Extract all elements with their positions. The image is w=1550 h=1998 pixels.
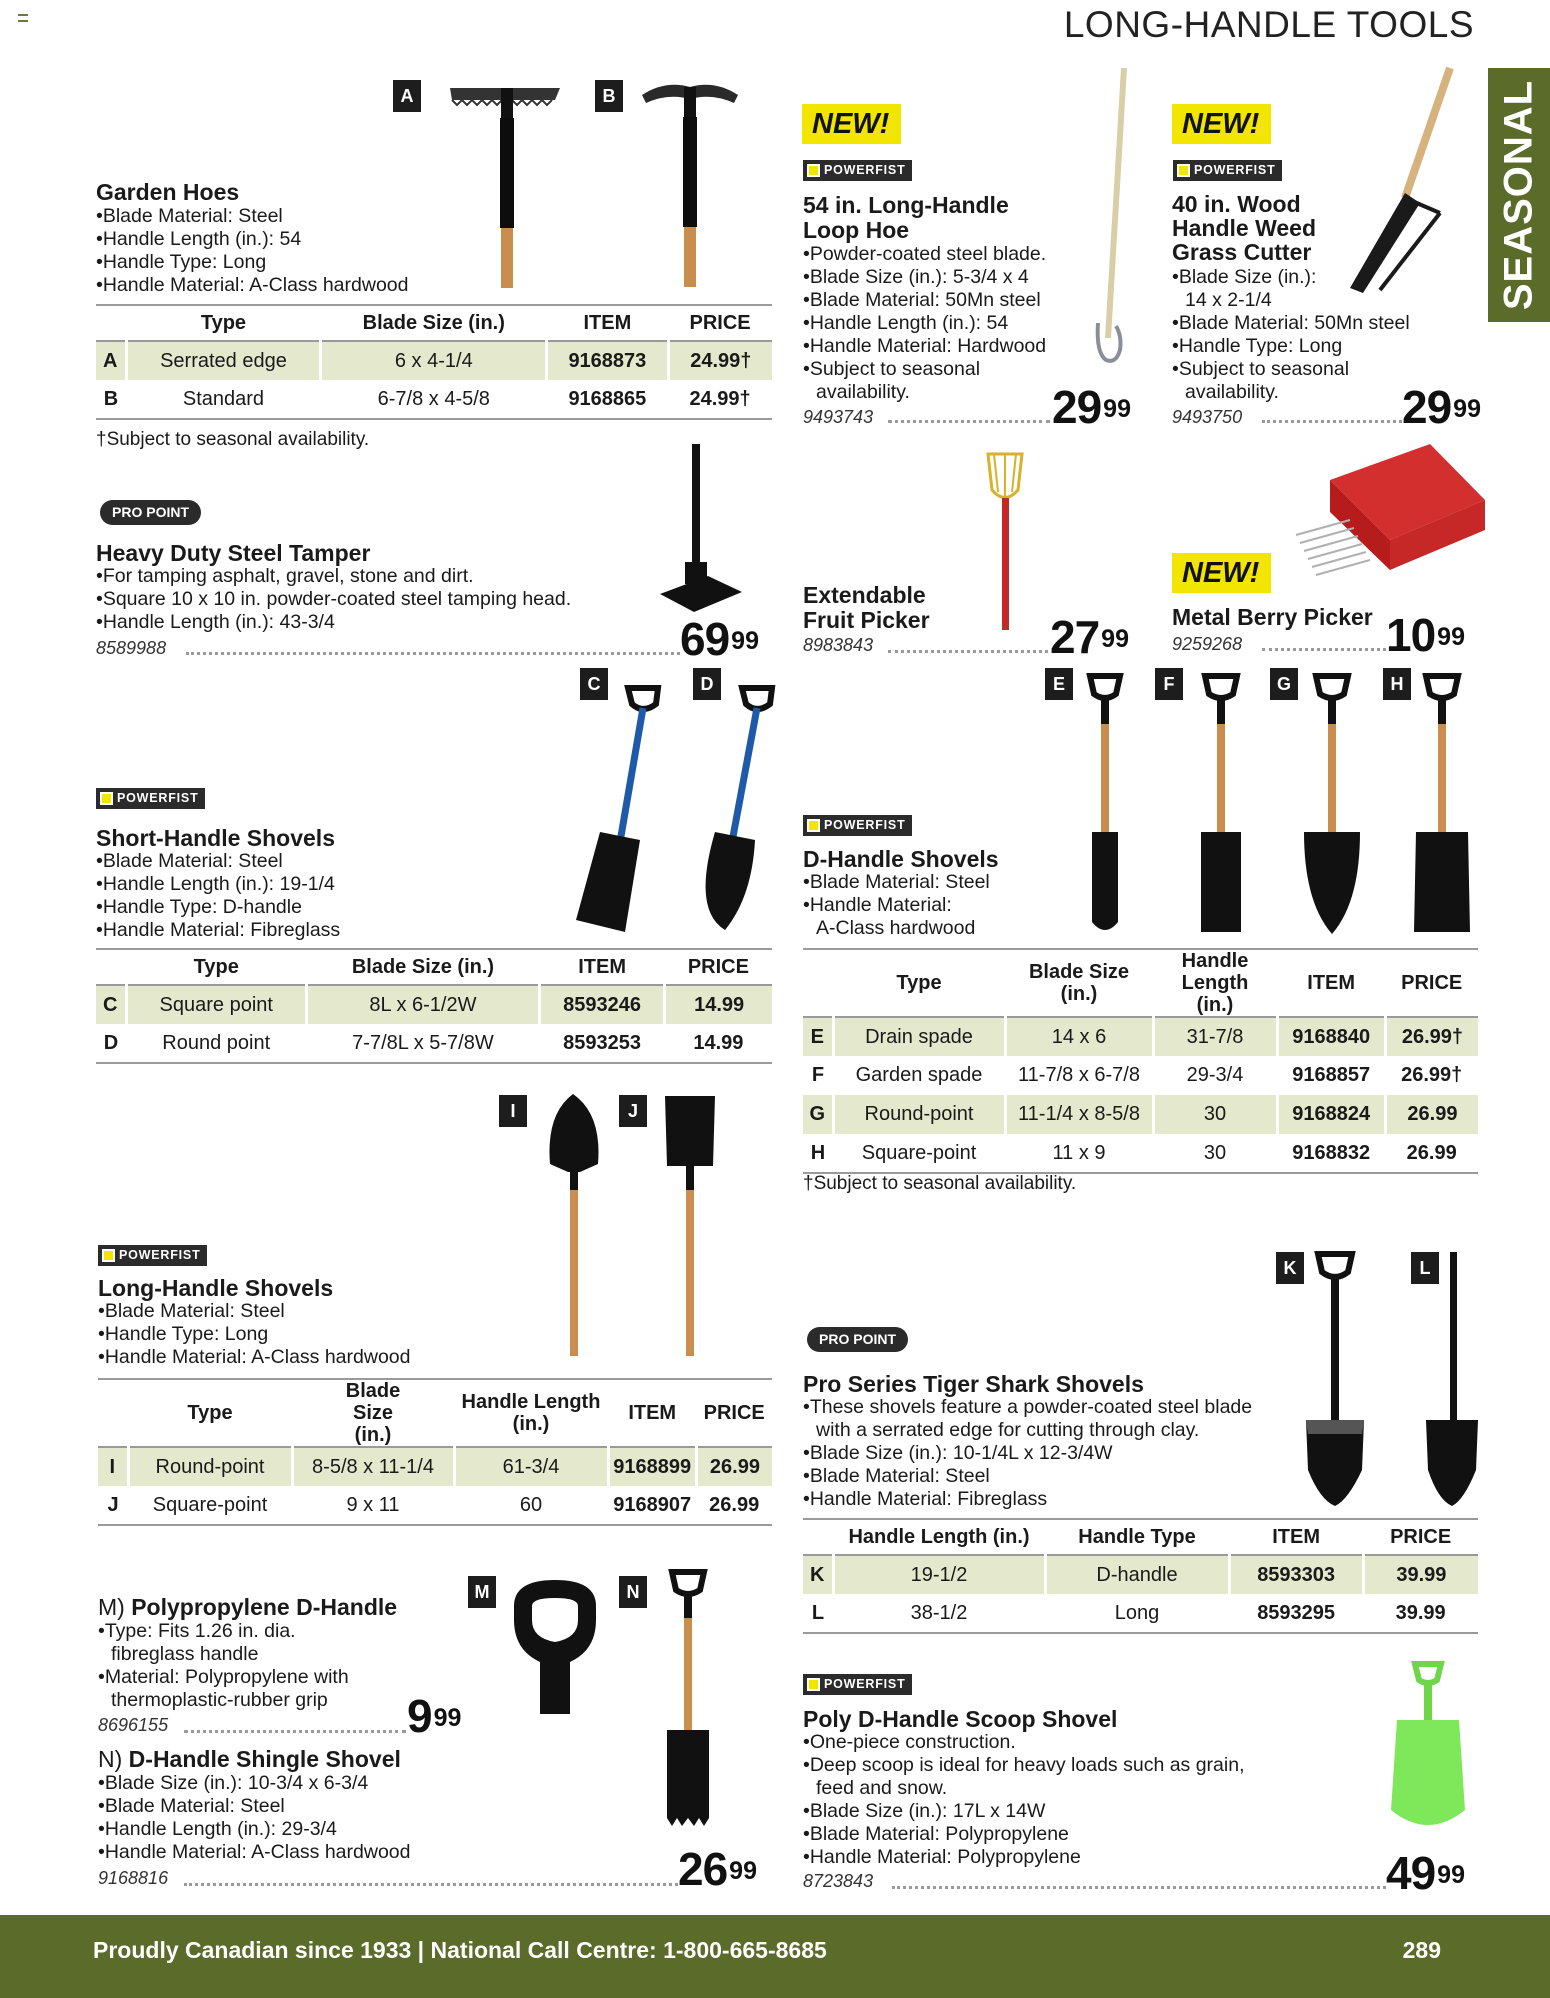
spec-line: •Handle Material: A-Class hardwood	[98, 1841, 411, 1863]
product-letter-b: B	[595, 80, 623, 112]
poly-handle-specs	[98, 1620, 349, 1712]
tiger-shark-title: Pro Series Tiger Shark Shovels	[803, 1371, 1144, 1397]
spec-line: •Blade Material: 50Mn steel	[1172, 312, 1410, 334]
col-item: ITEM	[539, 949, 664, 985]
product-letter-d: D	[693, 668, 721, 700]
price-cents: 99	[433, 1704, 462, 1732]
spec-line: •Handle Type: Long	[98, 1323, 269, 1345]
price-cents: 99	[1101, 625, 1129, 653]
row-key: B	[96, 380, 126, 419]
short-shovels-title: Short-Handle Shovels	[96, 825, 335, 851]
row-type: Square-point	[128, 1486, 292, 1525]
loop-hoe-specs	[803, 243, 1046, 404]
powerfist-mark-icon	[1177, 164, 1190, 177]
row-length: 38-1/2	[833, 1594, 1045, 1633]
col-item: ITEM	[547, 305, 668, 341]
spec-line: •Deep scoop is ideal for heavy loads such as grain,	[803, 1754, 1245, 1776]
title-text: D-Handle Shingle Shovel	[128, 1746, 401, 1772]
short-shovel-d-image	[680, 682, 780, 932]
title-line: Loop Hoe	[803, 217, 910, 243]
row-price: 24.99†	[668, 341, 772, 380]
spec-line: •These shovels feature a powder-coated steel blade	[803, 1396, 1253, 1418]
row-handle: 30	[1153, 1134, 1277, 1173]
page-title: LONG-HANDLE TOOLS	[1063, 4, 1474, 45]
spec-line: •Blade Material: Steel	[98, 1300, 285, 1322]
row-item: 9168907	[608, 1486, 696, 1525]
brand-name: POWERFIST	[824, 818, 906, 832]
row-item: 9168865	[547, 380, 668, 419]
weed-cutter-sku: 9493750	[1172, 407, 1243, 427]
poly-handle-sku: 8696155	[98, 1715, 169, 1735]
row-item: 9168840	[1277, 1017, 1385, 1056]
spec-line: availability.	[1185, 381, 1279, 403]
scoop-shovel-sku: 8723843	[803, 1871, 874, 1891]
brand-name: POWERFIST	[117, 791, 199, 805]
row-item: 9168824	[1277, 1095, 1385, 1134]
poly-handle-title	[98, 1595, 397, 1619]
row-price: 14.99	[665, 985, 772, 1024]
weed-cutter-specs	[1172, 266, 1410, 404]
short-shovel-c-image	[570, 682, 670, 932]
leader-dots	[1262, 648, 1386, 651]
title-line: Fruit Picker	[803, 607, 930, 633]
spec-line: •Blade Material: Steel	[803, 1465, 990, 1487]
price-dollars: 10	[1386, 609, 1436, 661]
spec-line: •Blade Size (in.):	[1172, 266, 1317, 288]
table-row	[96, 380, 772, 419]
row-price: 26.99	[1385, 1134, 1478, 1173]
table-row	[803, 1056, 1478, 1095]
row-price: 24.99†	[668, 380, 772, 419]
col-handle-type: Handle Type	[1045, 1519, 1229, 1555]
berry-picker-sku: 9259268	[1172, 634, 1243, 654]
weed-cutter-price	[1402, 381, 1481, 433]
spec-line: •Blade Size (in.): 10-3/4 x 6-3/4	[98, 1772, 369, 1794]
product-letter-f: F	[1155, 668, 1183, 700]
spec-line: •Handle Material: Fibreglass	[803, 1488, 1048, 1510]
table-row	[803, 1095, 1478, 1134]
spec-line: •Subject to seasonal	[1172, 358, 1350, 380]
row-handle: 31-7/8	[1153, 1017, 1277, 1056]
spec-line: thermoplastic-rubber grip	[111, 1689, 328, 1711]
tiger-shark-table	[803, 1518, 1478, 1634]
shingle-shovel-price	[678, 1843, 757, 1895]
row-type: Round-point	[833, 1095, 1005, 1134]
tiger-shark-specs	[803, 1396, 1252, 1511]
product-letter-m: M	[468, 1576, 496, 1608]
long-shovels-table	[98, 1378, 772, 1526]
spec-line: •Blade Material: 50Mn steel	[803, 289, 1041, 311]
garden-hoes-note: †Subject to seasonal availability.	[96, 429, 370, 450]
table-row	[96, 1024, 772, 1063]
spec-line: •Blade Size (in.): 5-3/4 x 4	[803, 266, 1029, 288]
row-item: 9168899	[608, 1447, 696, 1486]
spec-line: •Handle Length (in.): 54	[96, 228, 302, 250]
leader-dots	[888, 650, 1048, 653]
loop-hoe-sku: 9493743	[803, 407, 874, 427]
col-price: PRICE	[1385, 949, 1478, 1017]
dhandle-shovels-title: D-Handle Shovels	[803, 846, 999, 872]
short-shovels-specs	[96, 850, 340, 942]
product-letter-k: K	[1276, 1252, 1304, 1284]
spec-line: •Handle Type: Long	[96, 251, 267, 273]
spec-line: •Handle Length (in.): 43-3/4	[96, 611, 335, 633]
scoop-shovel-image	[1385, 1660, 1475, 1840]
row-key: C	[96, 985, 126, 1024]
price-cents: 99	[1437, 1861, 1465, 1889]
scoop-shovel-specs	[803, 1731, 1245, 1869]
row-type: Square point	[126, 985, 306, 1024]
price-cents: 99	[1437, 623, 1465, 651]
row-key: J	[98, 1486, 128, 1525]
spec-line: •Handle Material:	[803, 894, 952, 916]
row-blade: 8-5/8 x 11-1/4	[292, 1447, 454, 1486]
poly-handle-price	[407, 1690, 462, 1742]
product-letter-l: L	[1411, 1252, 1439, 1284]
row-handle-type: Long	[1045, 1594, 1229, 1633]
short-shovels-table	[96, 948, 772, 1064]
col-blade: Blade Size (in.)	[292, 1379, 454, 1447]
spec-line: •Blade Material: Polypropylene	[803, 1823, 1069, 1845]
row-price: 26.99	[696, 1447, 772, 1486]
price-dollars: 27	[1050, 611, 1100, 663]
row-handle: 30	[1153, 1095, 1277, 1134]
table-row	[98, 1447, 772, 1486]
col-price: PRICE	[1363, 1519, 1478, 1555]
powerfist-logo	[1173, 160, 1282, 181]
col-blade: Blade Size (in.)	[306, 949, 539, 985]
product-letter-e: E	[1045, 668, 1073, 700]
powerfist-mark-icon	[100, 792, 113, 805]
garden-spade-image	[1195, 672, 1247, 938]
garden-hoe-b-image	[630, 75, 750, 290]
berry-picker-price	[1386, 609, 1465, 661]
new-badge: NEW!	[802, 104, 901, 144]
menu-icon	[18, 14, 28, 22]
dhandle-shovels-note: †Subject to seasonal availability.	[803, 1173, 1077, 1194]
spec-line: •Blade Material: Steel	[803, 871, 990, 893]
spec-line: •Blade Size (in.): 10-1/4L x 12-3/4W	[803, 1442, 1113, 1464]
price-dollars: 29	[1402, 381, 1452, 433]
berry-picker-title: Metal Berry Picker	[1172, 604, 1373, 630]
round-point-shovel-image	[1300, 672, 1364, 938]
spec-line: •Handle Length (in.): 19-1/4	[96, 873, 335, 895]
col-price: PRICE	[696, 1379, 772, 1447]
garden-hoes-specs	[96, 205, 408, 297]
row-key: H	[803, 1134, 833, 1173]
spec-line: •Square 10 x 10 in. powder-coated steel tamping head.	[96, 588, 572, 610]
row-item: 8593246	[539, 985, 664, 1024]
fruit-picker-price	[1050, 611, 1129, 663]
spec-line: 14 x 2-1/4	[1185, 289, 1272, 311]
spec-line: with a serrated edge for cutting through clay.	[816, 1419, 1200, 1441]
powerfist-logo	[803, 1674, 912, 1695]
page-number: 289	[1402, 1937, 1441, 1963]
long-round-shovel-image	[540, 1094, 610, 1360]
item-prefix: M)	[98, 1594, 125, 1620]
tamper-title: Heavy Duty Steel Tamper	[96, 540, 371, 566]
product-letter-h: H	[1383, 668, 1411, 700]
section-tab	[1488, 68, 1550, 322]
col-item: ITEM	[1229, 1519, 1363, 1555]
row-key: I	[98, 1447, 128, 1486]
dhandle-shovels-specs	[803, 871, 990, 940]
loop-hoe-title	[803, 193, 1009, 243]
spec-line: •For tamping asphalt, gravel, stone and dirt.	[96, 565, 474, 587]
row-length: 19-1/2	[833, 1555, 1045, 1594]
price-dollars: 9	[407, 1690, 432, 1742]
product-letter-j: J	[619, 1095, 647, 1127]
row-item: 9168832	[1277, 1134, 1385, 1173]
spec-line: •Handle Material: Hardwood	[803, 335, 1047, 357]
fruit-picker-sku: 8983843	[803, 635, 874, 655]
row-key: K	[803, 1555, 833, 1594]
spec-line: •Type: Fits 1.26 in. dia.	[98, 1620, 296, 1642]
brand-name: POWERFIST	[1194, 163, 1276, 177]
col-item: ITEM	[1277, 949, 1385, 1017]
title-text: Polypropylene D-Handle	[131, 1594, 398, 1620]
row-key: D	[96, 1024, 126, 1063]
brand-name: POWERFIST	[119, 1248, 201, 1262]
row-price: 39.99	[1363, 1555, 1478, 1594]
col-type: Type	[126, 949, 306, 985]
table-row	[803, 1017, 1478, 1056]
shingle-shovel-image	[660, 1570, 716, 1830]
weed-cutter-title	[1172, 192, 1316, 264]
price-cents: 99	[731, 627, 759, 655]
row-handle-type: D-handle	[1045, 1555, 1229, 1594]
col-price: PRICE	[668, 305, 772, 341]
tamper-image	[650, 444, 750, 614]
spec-line: •Blade Material: Steel	[96, 205, 283, 227]
row-key: A	[96, 341, 126, 380]
title-line: Grass Cutter	[1172, 239, 1312, 265]
row-blade: 6 x 4-1/4	[321, 341, 547, 380]
powerfist-mark-icon	[807, 164, 820, 177]
shingle-shovel-specs	[98, 1772, 410, 1864]
spec-line: •Material: Polypropylene with	[98, 1666, 349, 1688]
row-type: Round point	[126, 1024, 306, 1063]
product-letter-i: I	[499, 1095, 527, 1127]
price-cents: 99	[729, 1857, 757, 1885]
spec-line: •One-piece construction.	[803, 1731, 1016, 1753]
title-line: Handle Weed	[1172, 215, 1316, 241]
shingle-shovel-sku: 9168816	[98, 1868, 169, 1888]
row-type: Square-point	[833, 1134, 1005, 1173]
leader-dots	[184, 1883, 678, 1886]
price-dollars: 26	[678, 1843, 728, 1895]
powerfist-mark-icon	[102, 1249, 115, 1262]
spec-line: •Blade Material: Steel	[98, 1795, 285, 1817]
drain-spade-image	[1082, 672, 1128, 938]
garden-hoes-table	[96, 304, 772, 420]
col-type: Type	[833, 949, 1005, 1017]
row-price: 26.99	[1385, 1095, 1478, 1134]
tiger-shark-k-image	[1300, 1250, 1370, 1508]
col-handle-length: Handle Length (in.)	[833, 1519, 1045, 1555]
spec-line: •Blade Material: Steel	[96, 850, 283, 872]
row-blade: 6-7/8 x 4-5/8	[321, 380, 547, 419]
poly-d-handle-image	[508, 1576, 603, 1718]
row-handle: 60	[454, 1486, 608, 1525]
spec-line: •Handle Material: Polypropylene	[803, 1846, 1081, 1868]
row-item: 8593295	[1229, 1594, 1363, 1633]
powerfist-logo	[96, 788, 205, 809]
brand-name: POWERFIST	[824, 163, 906, 177]
spec-line: •Handle Type: Long	[1172, 335, 1343, 357]
leader-dots	[888, 420, 1050, 423]
product-letter-c: C	[580, 668, 608, 700]
row-price: 39.99	[1363, 1594, 1478, 1633]
spec-line: •Powder-coated steel blade.	[803, 243, 1047, 265]
leader-dots	[186, 652, 680, 655]
product-letter-a: A	[393, 80, 421, 112]
col-handle: Handle Length (in.)	[454, 1379, 608, 1447]
powerfist-logo	[803, 815, 912, 836]
col-blade: Blade Size (in.)	[321, 305, 547, 341]
row-price: 14.99	[665, 1024, 772, 1063]
row-handle: 61-3/4	[454, 1447, 608, 1486]
row-blade: 11 x 9	[1005, 1134, 1153, 1173]
long-square-shovel-image	[655, 1094, 725, 1360]
row-price: 26.99†	[1385, 1017, 1478, 1056]
col-blade: Blade Size (in.)	[1005, 949, 1153, 1017]
footer-bar	[0, 1915, 1550, 1998]
long-shovels-specs	[98, 1300, 410, 1369]
row-item: 8593253	[539, 1024, 664, 1063]
table-row	[803, 1555, 1478, 1594]
spec-line: fibreglass handle	[111, 1643, 259, 1665]
row-key: L	[803, 1594, 833, 1633]
row-key: G	[803, 1095, 833, 1134]
table-row	[803, 1594, 1478, 1633]
garden-hoe-a-image	[440, 78, 590, 290]
row-type: Standard	[126, 380, 321, 419]
shingle-shovel-title	[98, 1747, 401, 1771]
table-row	[98, 1486, 772, 1525]
tamper-price	[680, 613, 759, 665]
row-item: 8593303	[1229, 1555, 1363, 1594]
row-type: Drain spade	[833, 1017, 1005, 1056]
fruit-picker-title	[803, 583, 930, 633]
leader-dots	[892, 1886, 1386, 1889]
spec-line: •Handle Length (in.): 54	[803, 312, 1009, 334]
leader-dots	[1262, 420, 1402, 423]
powerfist-logo	[803, 160, 912, 181]
scoop-shovel-title: Poly D-Handle Scoop Shovel	[803, 1706, 1118, 1732]
brand-name: POWERFIST	[824, 1677, 906, 1691]
table-row	[96, 341, 772, 380]
tamper-specs	[96, 565, 571, 634]
title-line: 40 in. Wood	[1172, 191, 1301, 217]
product-letter-n: N	[619, 1576, 647, 1608]
price-cents: 99	[1103, 395, 1131, 423]
row-item: 9168873	[547, 341, 668, 380]
section-tab-label: SEASONAL	[1496, 79, 1541, 311]
table-row	[96, 985, 772, 1024]
pro-point-logo: PRO POINT	[100, 500, 201, 525]
powerfist-mark-icon	[807, 1678, 820, 1691]
powerfist-mark-icon	[807, 819, 820, 832]
price-dollars: 49	[1386, 1847, 1436, 1899]
square-point-shovel-image	[1410, 672, 1474, 938]
spec-line: •Handle Type: D-handle	[96, 896, 302, 918]
scoop-shovel-price	[1386, 1847, 1465, 1899]
price-dollars: 69	[680, 613, 730, 665]
new-badge: NEW!	[1172, 104, 1271, 144]
spec-line: availability.	[816, 381, 910, 403]
col-price: PRICE	[665, 949, 772, 985]
berry-picker-image	[1290, 440, 1490, 595]
row-key: F	[811, 1064, 825, 1086]
row-blade: 9 x 11	[292, 1486, 454, 1525]
leader-dots	[184, 1730, 406, 1733]
row-key: E	[803, 1017, 833, 1056]
product-letter-g: G	[1270, 668, 1298, 700]
col-handle: Handle Length (in.)	[1153, 949, 1277, 1017]
row-blade: 8L x 6-1/2W	[306, 985, 539, 1024]
table-row	[803, 1134, 1478, 1173]
dhandle-shovels-table	[803, 948, 1478, 1174]
spec-line: •Handle Material: A-Class hardwood	[96, 274, 409, 296]
row-blade: 7-7/8L x 5-7/8W	[306, 1024, 539, 1063]
pro-point-logo: PRO POINT	[807, 1327, 908, 1352]
row-type: Round-point	[128, 1447, 292, 1486]
title-line: 54 in. Long-Handle	[803, 192, 1009, 218]
spec-line: •Handle Material: Fibreglass	[96, 919, 341, 941]
price-cents: 99	[1453, 395, 1481, 423]
new-badge: NEW!	[1172, 553, 1271, 593]
col-type: Type	[128, 1379, 292, 1447]
powerfist-logo	[98, 1245, 207, 1266]
row-handle: 29-3/4	[1186, 1064, 1244, 1086]
spec-line: feed and snow.	[816, 1777, 948, 1799]
title-line: Extendable	[803, 582, 926, 608]
footer-text: Proudly Canadian since 1933 | National Call Centre: 1-800-665-8685	[93, 1937, 827, 1963]
row-item: 9168857	[1292, 1064, 1371, 1086]
row-blade: 11-1/4 x 8-5/8	[1005, 1095, 1153, 1134]
item-prefix: N)	[98, 1746, 123, 1772]
loop-hoe-image	[1060, 68, 1120, 378]
spec-line: •Handle Material: A-Class hardwood	[98, 1346, 411, 1368]
tiger-shark-l-image	[1420, 1250, 1480, 1508]
col-type: Type	[126, 305, 321, 341]
row-type: Serrated edge	[126, 341, 321, 380]
price-dollars: 29	[1052, 381, 1102, 433]
col-item: ITEM	[608, 1379, 696, 1447]
fruit-picker-image	[980, 450, 1030, 632]
row-price: 26.99†	[1401, 1064, 1463, 1086]
spec-line: A-Class hardwood	[816, 917, 976, 939]
tamper-sku: 8589988	[96, 638, 167, 658]
long-shovels-title: Long-Handle Shovels	[98, 1275, 334, 1301]
row-blade: 11-7/8 x 6-7/8	[1018, 1064, 1140, 1086]
spec-line: •Subject to seasonal	[803, 358, 981, 380]
row-price: 26.99	[696, 1486, 772, 1525]
garden-hoes-title: Garden Hoes	[96, 179, 240, 205]
spec-line: •Handle Length (in.): 29-3/4	[98, 1818, 337, 1840]
spec-line: •Blade Size (in.): 17L x 14W	[803, 1800, 1046, 1822]
row-blade: 14 x 6	[1005, 1017, 1153, 1056]
row-type: Garden spade	[855, 1064, 983, 1086]
loop-hoe-price	[1052, 381, 1131, 433]
